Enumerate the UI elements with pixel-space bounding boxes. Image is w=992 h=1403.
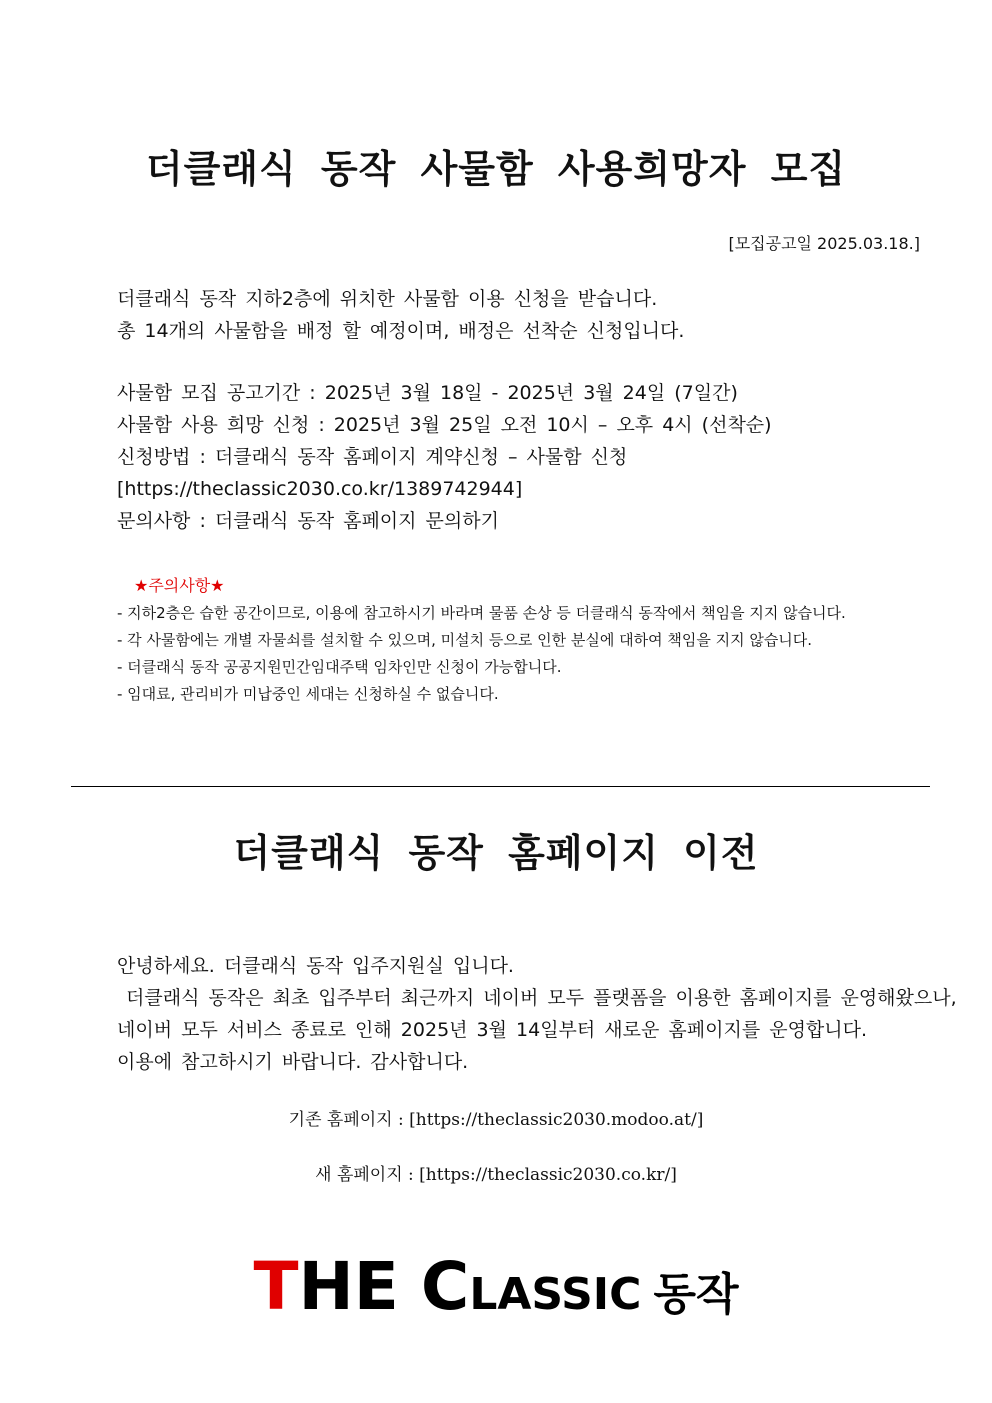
caution-item: - 각 사물함에는 개별 자물쇠를 설치할 수 있으며, 미설치 등으로 인한 분실에 대하여 책임을 지지 않습니다. [117,631,813,649]
homepage-body [117,950,957,1078]
detail-application: 사물함 사용 희망 신청 : 2025년 3월 25일 오전 10시 – 오후 4시 (선착순) [117,414,772,436]
old-homepage-url: 기존 홈페이지 : [https://theclassic2030.modoo.at/] [288,1110,704,1130]
caution-item: - 더클래식 동작 공공지원민간임대주택 임차인만 신청이 가능합니다. [117,658,562,676]
the-classic-logo [0,1248,992,1325]
body-line: 안녕하세요. 더클래식 동작 입주지원실 입니다. [117,955,514,977]
logo-c: C [420,1248,470,1325]
logo-t: T [253,1248,299,1325]
locker-details [117,377,772,537]
logo-place: 동작 [653,1269,739,1320]
detail-inquiry: 문의사항 : 더클래식 동작 홈페이지 문의하기 [117,510,499,532]
section-divider [71,786,930,787]
intro-line: 더클래식 동작 지하2층에 위치한 사물함 이용 신청을 받습니다. [117,288,658,310]
body-line: 더클래식 동작은 최초 입주부터 최근까지 네이버 모두 플랫폼을 이용한 홈페이지를 운영해왔으나, [117,987,957,1009]
intro-line: 총 14개의 사물함을 배정 할 예정이며, 배정은 선착순 신청입니다. [117,320,685,342]
caution-item: - 임대료, 관리비가 미납중인 세대는 신청하실 수 없습니다. [117,685,499,703]
logo-he: HE [298,1248,399,1325]
caution-title: ★주의사항★ [134,576,225,595]
caution-item: - 지하2층은 습한 공간이므로, 이용에 참고하시기 바라며 물품 손상 등 더클래식 동작에서 책임을 지지 않습니다. [117,604,846,622]
homepage-move-title: 더클래식 동작 홈페이지 이전 [233,831,759,875]
locker-notice-title: 더클래식 동작 사물함 사용희망자 모집 [145,147,847,191]
logo-lassic: LASSIC [469,1269,642,1320]
caution-list [117,600,846,708]
new-homepage-url: 새 홈페이지 : [https://theclassic2030.co.kr/] [315,1165,677,1185]
detail-method: 신청방법 : 더클래식 동작 홈페이지 계약신청 – 사물함 신청 [117,446,628,468]
body-line: 이용에 참고하시기 바랍니다. 감사합니다. [117,1051,469,1073]
locker-intro [117,283,684,347]
body-line: 네이버 모두 서비스 종료로 인해 2025년 3월 14일부터 새로운 홈페이지를 운영합니다. [117,1019,868,1041]
detail-period: 사물함 모집 공고기간 : 2025년 3월 18일 - 2025년 3월 24일 (7일간) [117,382,738,404]
detail-link: [https://theclassic2030.co.kr/1389742944] [117,478,523,500]
notice-date: [모집공고일 2025.03.18.] [728,234,920,253]
